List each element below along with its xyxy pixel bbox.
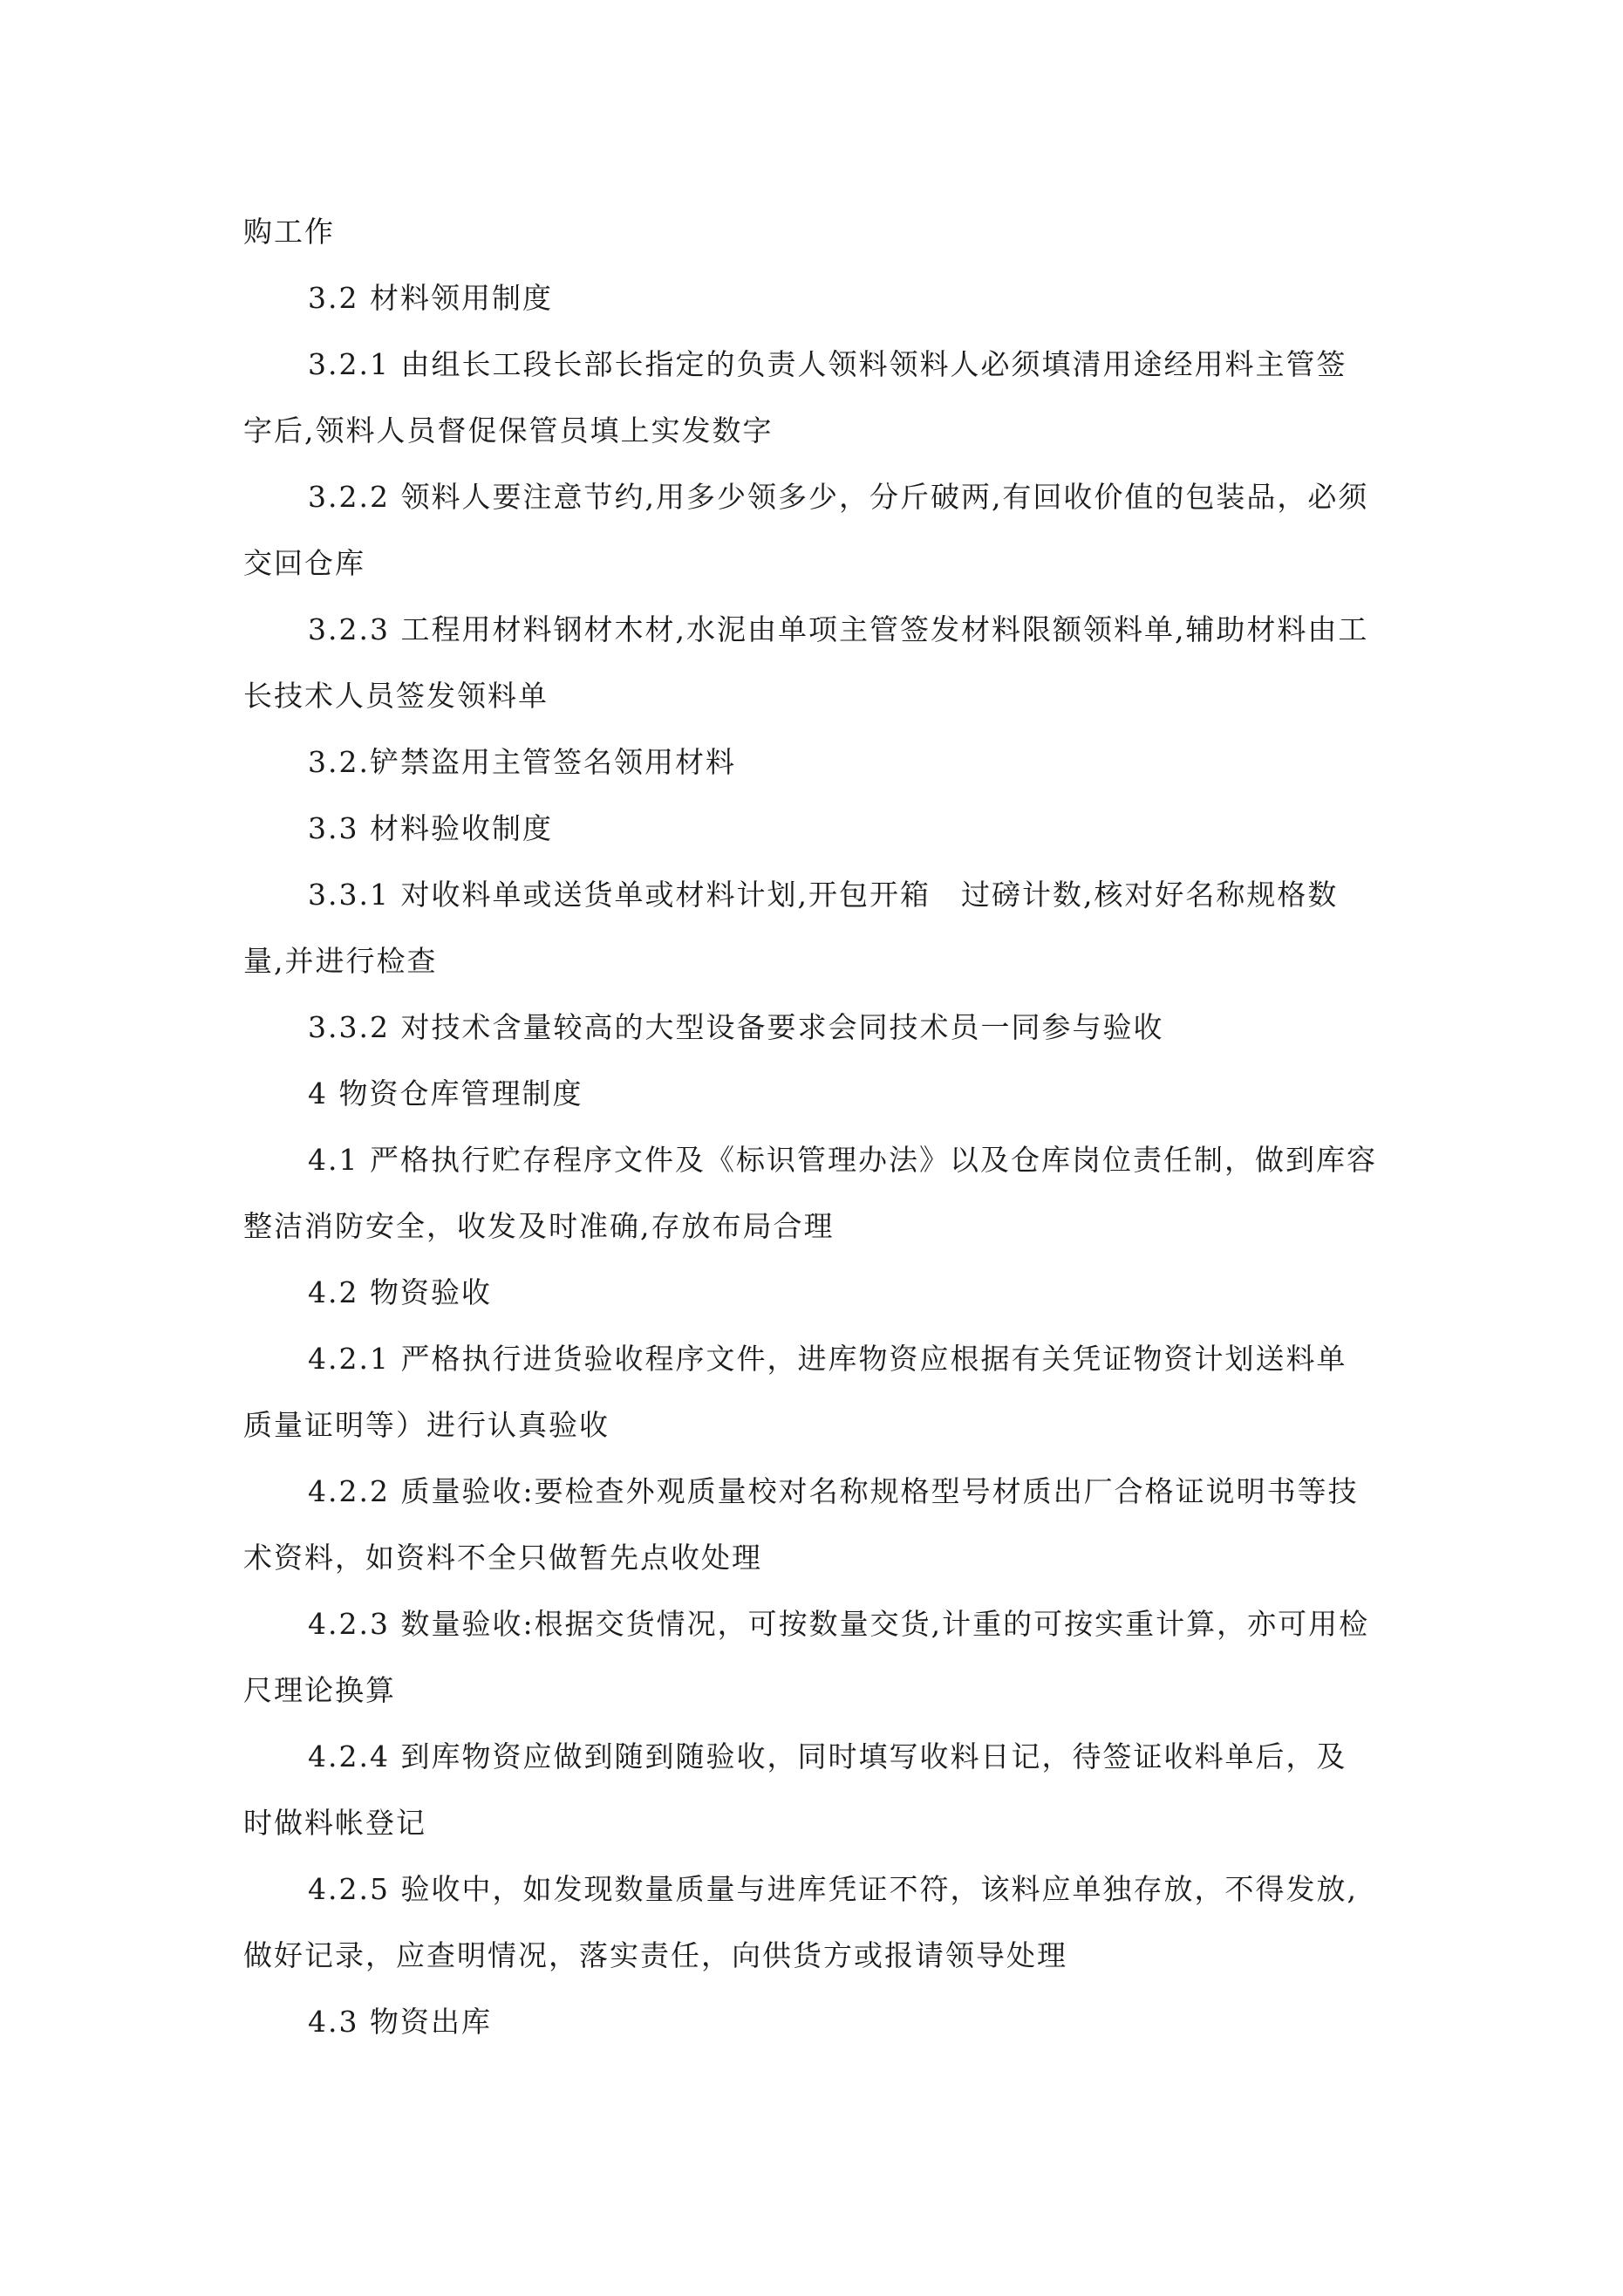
heading-4-3: 4.3 物资出库	[308, 2005, 492, 2039]
paragraph-4-2-3: 4.2.3 数量验收:根据交货情况，可按数量交货,计重的可按实重计算，亦可用检尺理论换算	[243, 1607, 1370, 1707]
heading-3-2: 3.2 材料领用制度	[308, 281, 553, 315]
paragraph-4-1: 4.1 严格执行贮存程序文件及《标识管理办法》以及仓库岗位责任制，做到库容整洁消防安全，收发及时准确,存放布局合理	[243, 1143, 1377, 1243]
paragraph-4-2-4: 4.2.4 到库物资应做到随到随验收，同时填写收料日记，待签证收料单后，及时做料帐登记	[243, 1739, 1347, 1840]
paragraph-3-3-2: 3.3.2 对技术含量较高的大型设备要求会同技术员一同参与验收	[308, 1010, 1164, 1044]
paragraph-0: 购工作	[243, 215, 335, 249]
paragraph-3-2-3: 3.2.3 工程用材料钢材木材,水泥由单项主管签发材料限额领料单,辅助材料由工长技术人员签发领料单	[243, 612, 1369, 713]
paragraph-3-2-1: 3.2.1 由组长工段长部长指定的负责人领料领料人必须填清用途经用料主管签字后,领料人员督促保管员填上实发数字	[243, 347, 1347, 448]
document-body	[243, 199, 1377, 2055]
heading-3-3: 3.3 材料验收制度	[308, 811, 553, 845]
heading-4: 4 物资仓库管理制度	[308, 1076, 583, 1110]
paragraph-4-2-5: 4.2.5 验收中，如发现数量质量与进库凭证不符，该料应单独存放，不得发放,做好记录，应查明情况，落实责任，向供货方或报请领导处理	[243, 1872, 1358, 1972]
paragraph-3-2-4: 3.2.铲禁盗用主管签名领用材料	[308, 745, 736, 779]
paragraph-4-2-1: 4.2.1 严格执行进货验收程序文件，进库物资应根据有关凭证物资计划送料单质量证明等）进行认真验收	[243, 1342, 1347, 1442]
paragraph-3-3-1: 3.3.1 对收料单或送货单或材料计划,开包开箱 过磅计数,核对好名称规格数量,并进行检查	[243, 878, 1339, 978]
paragraph-3-2-2: 3.2.2 领料人要注意节约,用多少领多少，分斤破两,有回收价值的包装品，必须交回仓库	[243, 480, 1369, 580]
paragraph-4-2-2: 4.2.2 质量验收:要检查外观质量校对名称规格型号材质出厂合格证说明书等技术资料，如资料不全只做暂先点收处理	[243, 1474, 1359, 1575]
heading-4-2: 4.2 物资验收	[308, 1275, 492, 1309]
